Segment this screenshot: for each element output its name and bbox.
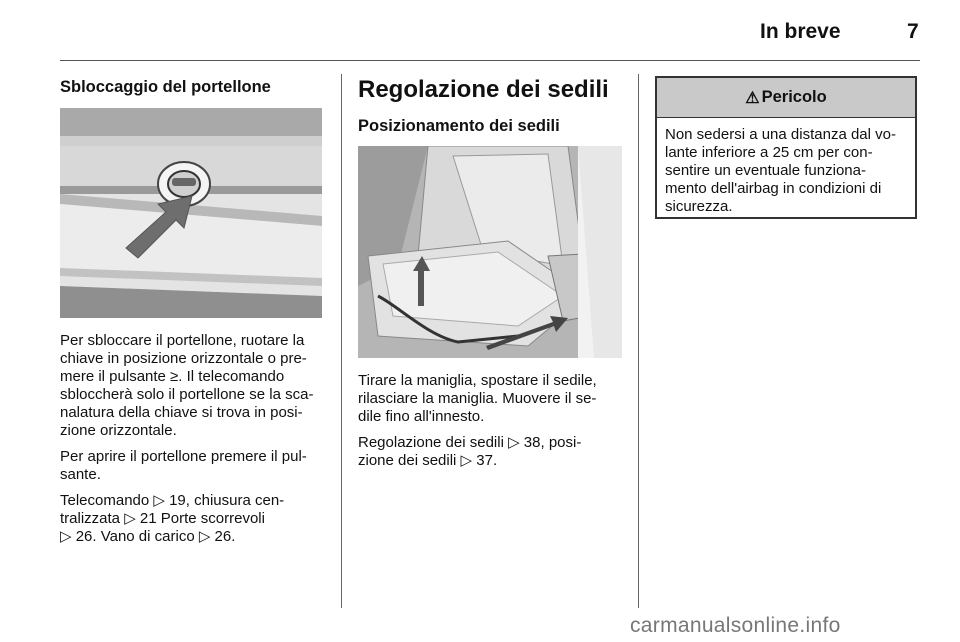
column-divider bbox=[341, 74, 342, 608]
middle-body bbox=[358, 372, 628, 478]
middle-subheading: Posizionamento dei sedili bbox=[358, 117, 560, 135]
left-heading: Sbloccaggio del portellone bbox=[60, 78, 271, 96]
paragraph: Per sbloccare il portellone, ruotare la chiave in posizione orizzontale o pre- mere il pulsante ≥. Il telecomando sbloccherà solo il portellone se la sca- nalatura della chiave si trova in posi- zione orizzontale. bbox=[60, 332, 314, 439]
paragraph: Per aprire il portellone premere il pul- sante. bbox=[60, 448, 307, 483]
paragraph: Tirare la maniglia, spostare il sedile, rilasciare la maniglia. Muovere il se- dile fino all'innesto. bbox=[358, 372, 597, 425]
warning-header bbox=[657, 78, 915, 118]
warning-text: Non sedersi a una distanza dal vo- lante inferiore a 25 cm per con- sentire un eventuale funziona- mento dell'airbag in condizioni di sicurezza. bbox=[665, 126, 896, 215]
watermark: carmanualsonline.info bbox=[630, 614, 841, 637]
warning-triangle-icon: ⚠ bbox=[745, 89, 760, 107]
warning-title: Pericolo bbox=[761, 88, 827, 106]
seat-illustration bbox=[358, 146, 622, 358]
tailgate-illustration bbox=[60, 108, 322, 318]
warning-box bbox=[655, 76, 917, 219]
paragraph: Telecomando ▷ 19, chiusura cen- tralizzata ▷ 21 Porte scorrevoli ▷ 26. Vano di carico ▷ 26. bbox=[60, 492, 285, 545]
column-divider bbox=[638, 74, 639, 608]
paragraph: Regolazione dei sedili ▷ 38, posi- zione dei sedili ▷ 37. bbox=[358, 434, 582, 469]
left-body bbox=[60, 332, 330, 554]
section-title: In breve bbox=[760, 20, 841, 43]
page-number: 7 bbox=[907, 20, 919, 43]
header-divider bbox=[60, 60, 920, 61]
middle-heading: Regolazione dei sedili bbox=[358, 76, 609, 103]
